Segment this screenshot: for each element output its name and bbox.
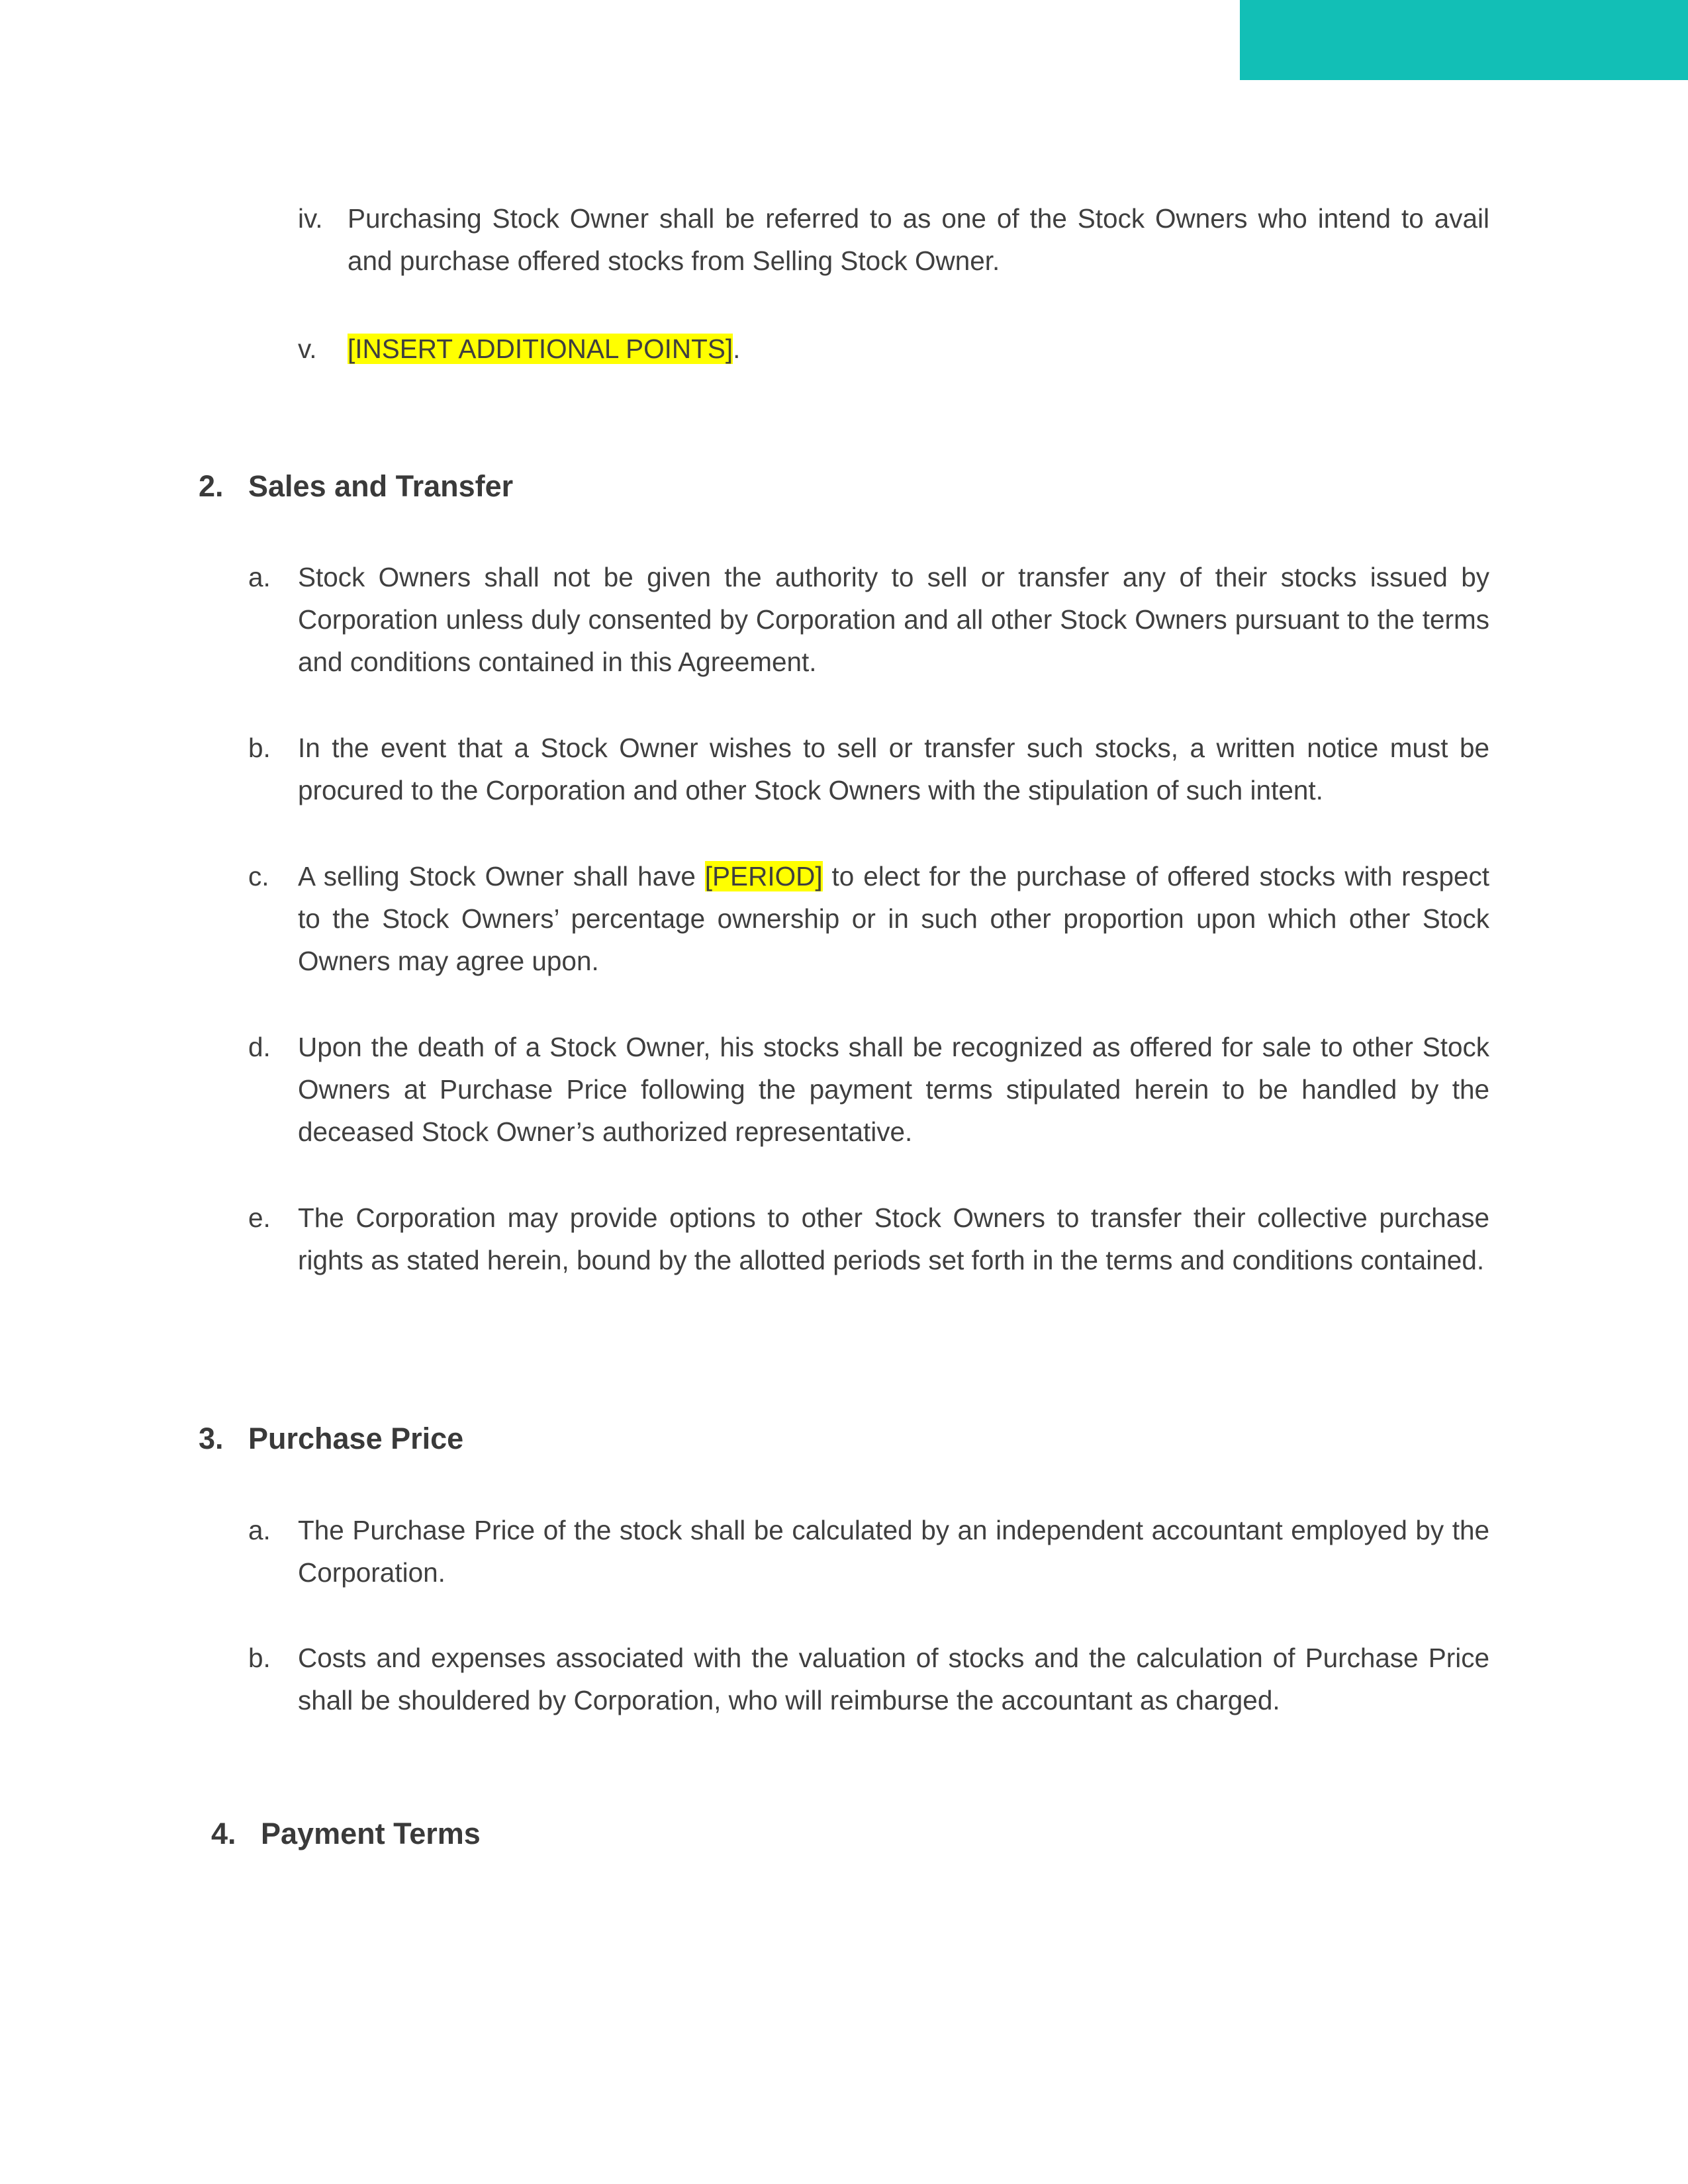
list-marker: c.: [248, 861, 269, 891]
list-item-text: Purchasing Stock Owner shall be referred to as one of the Stock Owners who intend to avail and purchase offered stocks from Selling Stock Owner.: [348, 203, 1489, 276]
section-heading: [199, 1418, 464, 1460]
section-title: Payment Terms: [261, 1817, 481, 1850]
section-number: 3.: [199, 1422, 224, 1455]
trailing-text: .: [733, 334, 741, 364]
list-item: [298, 328, 1489, 370]
list-item: [248, 1509, 1489, 1594]
list-item: [248, 1197, 1489, 1281]
section-title: Purchase Price: [248, 1422, 464, 1455]
list-marker: e.: [248, 1203, 271, 1233]
list-item: [298, 197, 1489, 282]
list-marker: d.: [248, 1032, 271, 1062]
list-marker: a.: [248, 562, 271, 592]
section-title: Sales and Transfer: [248, 469, 514, 503]
list-item: [248, 1026, 1489, 1153]
section-number: 4.: [211, 1817, 236, 1850]
section-heading: [211, 1813, 481, 1855]
section-number: 2.: [199, 469, 224, 503]
list-item-text: The Purchase Price of the stock shall be calculated by an independent accountant employed by the Corporation.: [298, 1515, 1489, 1588]
list-item: [248, 855, 1489, 982]
list-item: [248, 727, 1489, 811]
list-marker: iv.: [298, 203, 323, 234]
list-marker: v.: [298, 334, 317, 364]
list-item-text: Stock Owners shall not be given the authority to sell or transfer any of their stocks issued by Corporation unless duly consented by Corporation and all other Stock Owners pursuant to the terms and conditions contained in this Agreement.: [298, 562, 1489, 677]
list-item: [248, 556, 1489, 683]
list-marker: a.: [248, 1515, 271, 1545]
text-after: to elect for the purchase of offered stocks with respect to the Stock Owners’ percentage ownership or in such other proportion upon which other Stock Owners may agree upon.: [298, 861, 1489, 976]
list-marker: b.: [248, 1643, 271, 1673]
placeholder-highlight: [INSERT ADDITIONAL POINTS]: [348, 334, 733, 364]
list-item-text: The Corporation may provide options to other Stock Owners to transfer their collective purchase rights as stated herein, bound by the allotted periods set forth in the terms and conditions contained.: [298, 1203, 1489, 1275]
placeholder-highlight: [PERIOD]: [704, 861, 823, 891]
section-heading: [199, 465, 514, 508]
list-marker: b.: [248, 733, 271, 763]
text-before: A selling Stock Owner shall have: [298, 861, 705, 891]
list-item-text: Costs and expenses associated with the valuation of stocks and the calculation of Purchase Price shall be shouldered by Corporation, who will reimburse the accountant as charged.: [298, 1643, 1489, 1715]
list-item-text: In the event that a Stock Owner wishes to sell or transfer such stocks, a written notice must be procured to the Corporation and other Stock Owners with the stipulation of such intent.: [298, 733, 1489, 805]
list-item: [248, 1637, 1489, 1721]
list-item-text: [298, 855, 1489, 982]
list-item-text: Upon the death of a Stock Owner, his stocks shall be recognized as offered for sale to other Stock Owners at Purchase Price following the payment terms stipulated herein to be handled by the deceased Stock Owner’s authorized representative.: [298, 1032, 1489, 1147]
list-item-text: [348, 328, 1489, 370]
